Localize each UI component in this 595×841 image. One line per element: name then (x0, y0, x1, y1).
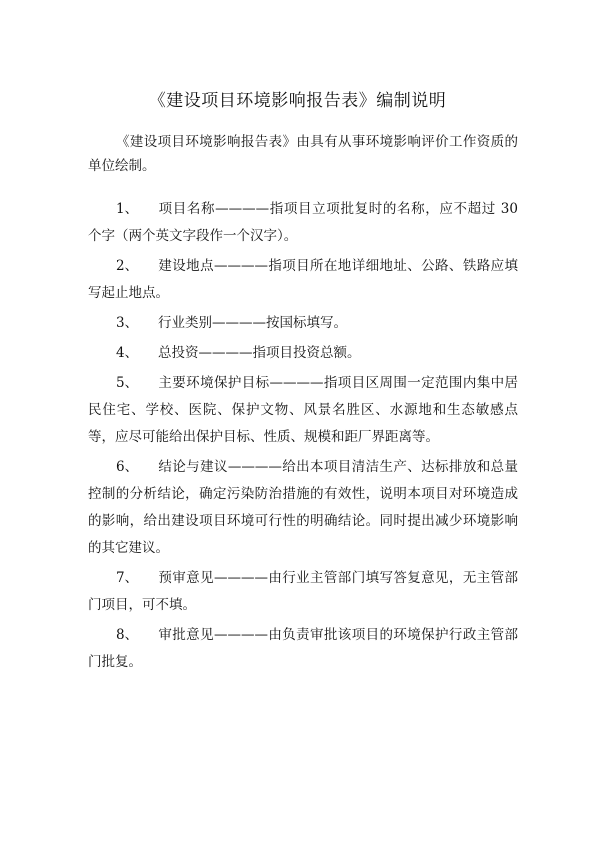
list-item (88, 454, 518, 562)
item-text: 建设地点————指项目所在地详细地址、公路、铁路应填写起止地点。 (88, 258, 518, 301)
item-text: 审批意见————由负责审批该项目的环境保护行政主管部门批复。 (88, 627, 518, 670)
list-item (88, 196, 518, 250)
list-item (88, 370, 518, 451)
item-number: 8、 (116, 627, 139, 643)
list-item (88, 565, 518, 619)
item-number: 4、 (116, 345, 139, 361)
list-item (88, 310, 518, 337)
item-number: 2、 (116, 258, 139, 274)
item-number: 1、 (116, 201, 139, 217)
list-item (88, 622, 518, 676)
item-text: 总投资————指项目投资总额。 (158, 345, 361, 361)
instruction-list (88, 196, 518, 679)
item-number: 3、 (116, 315, 139, 331)
list-item (88, 340, 518, 367)
item-text: 结论与建议————给出本项目清洁生产、达标排放和总量控制的分析结论，确定污染防治措施的有效性，说明本项目对环境造成的影响，给出建设项目环境可行性的明确结论。同时提出减少环境影响的其它建议。 (88, 459, 518, 556)
item-text: 行业类别————按国标填写。 (158, 315, 347, 331)
item-text: 主要环境保护目标————指项目区周围一定范围内集中居民住宅、学校、医院、保护文物、风景名胜区、水源地和生态敏感点等，应尽可能给出保护目标、性质、规模和距厂界距离等。 (88, 375, 518, 445)
item-number: 7、 (116, 570, 139, 586)
item-number: 6、 (116, 459, 139, 475)
list-item (88, 253, 518, 307)
item-text: 预审意见————由行业主管部门填写答复意见，无主管部门项目，可不填。 (88, 570, 518, 613)
intro-paragraph: 《建设项目环境影响报告表》由具有从事环境影响评价工作资质的单位绘制。 (88, 134, 518, 174)
page-title: 《建设项目环境影响报告表》编制说明 (148, 91, 447, 111)
item-number: 5、 (116, 375, 139, 391)
item-text: 项目名称————指项目立项批复时的名称，应不超过 30 个字（两个英文字段作一个汉字）。 (88, 201, 518, 244)
